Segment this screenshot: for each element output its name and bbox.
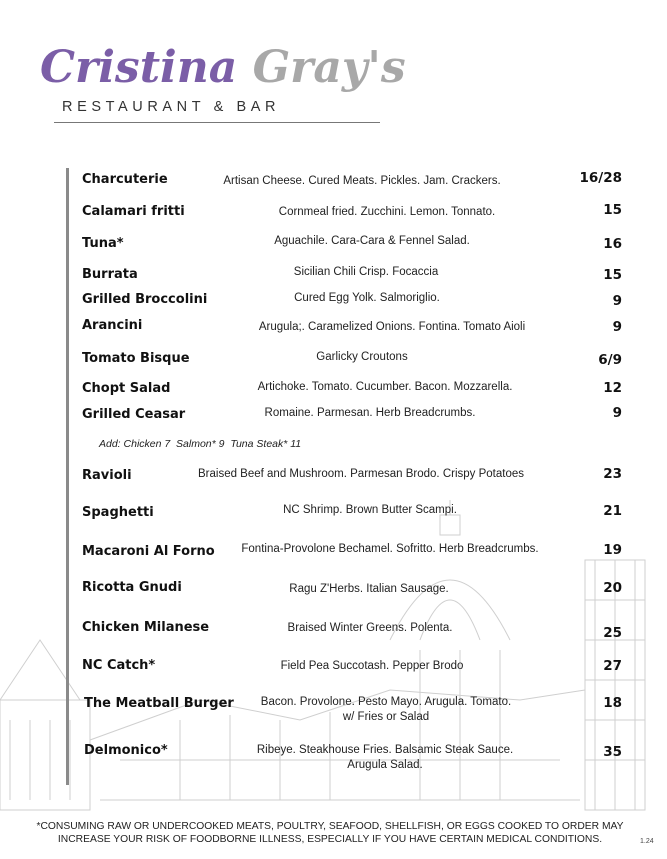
item-name: Ricotta Gnudi: [82, 580, 182, 595]
menu-item: [0, 172, 667, 192]
menu-item: [0, 292, 667, 312]
item-price: 23: [603, 466, 622, 482]
item-price: 18: [603, 695, 622, 711]
menu-item: [0, 318, 667, 338]
menu-item: [0, 696, 667, 730]
item-price: 25: [603, 625, 622, 641]
item-price: 9: [612, 405, 622, 421]
menu-item: [0, 467, 667, 487]
item-description: Aguachile. Cara-Cara & Fennel Salad.: [274, 235, 470, 247]
menu-item: [0, 580, 667, 600]
item-description: Artisan Cheese. Cured Meats. Pickles. Jam. Crackers.: [223, 175, 501, 187]
item-price: 12: [603, 380, 622, 396]
item-name: Chopt Salad: [82, 381, 171, 396]
item-name: Tuna*: [82, 236, 124, 251]
item-description: Bacon. Provolone. Pesto Mayo. Arugula. Tomato.: [260, 696, 512, 708]
logo-underline: [54, 122, 380, 123]
item-name: Tomato Bisque: [82, 351, 190, 366]
item-description: Fontina-Provolone Bechamel. Sofritto. Herb Breadcrumbs.: [241, 543, 539, 555]
item-price: 16/28: [579, 170, 622, 186]
advisory-line-1: *CONSUMING RAW OR UNDERCOOKED MEATS, POULTRY, SEAFOOD, SHELLFISH, OR EGGS COOKED TO ORDER MAY: [36, 821, 624, 832]
item-name: Chicken Milanese: [82, 620, 210, 635]
item-description: Garlicky Croutons: [316, 351, 408, 363]
logo-name: [40, 42, 406, 93]
item-price: 21: [603, 503, 622, 519]
item-price: 6/9: [598, 352, 622, 368]
menu-item: [0, 351, 667, 371]
item-name: Burrata: [82, 267, 138, 282]
logo-name-first: Cristina: [40, 42, 238, 93]
logo-name-last: Gray's: [252, 42, 406, 93]
menu-item: [0, 658, 667, 678]
menu-item: [0, 381, 667, 401]
consumer-advisory: [20, 820, 640, 846]
item-price: 9: [612, 293, 622, 309]
item-name: Arancini: [82, 318, 143, 333]
item-description: Artichoke. Tomato. Cucumber. Bacon. Mozzarella.: [257, 381, 513, 393]
item-description: Braised Winter Greens. Polenta.: [287, 622, 453, 634]
item-name: The Meatball Burger: [84, 696, 234, 711]
item-price: 35: [603, 744, 622, 760]
item-name: Calamari fritti: [82, 204, 185, 219]
item-name: Macaroni Al Forno: [82, 544, 215, 559]
restaurant-logo: [40, 42, 406, 132]
item-description: Field Pea Succotash. Pepper Brodo: [280, 660, 464, 672]
item-name: Ravioli: [82, 468, 132, 483]
menu-item: [0, 743, 667, 777]
item-description: Ragu Z'Herbs. Italian Sausage.: [289, 583, 449, 595]
item-price: 16: [603, 236, 622, 252]
item-description: Ribeye. Steakhouse Fries. Balsamic Steak Sauce.: [256, 744, 514, 756]
item-description: Romaine. Parmesan. Herb Breadcrumbs.: [264, 407, 476, 419]
item-description: Arugula;. Caramelized Onions. Fontina. Tomato Aioli: [258, 321, 526, 333]
menu-item: [0, 204, 667, 224]
menu-item: [0, 267, 667, 287]
item-description: Sicilian Chili Crisp. Focaccia: [293, 266, 439, 278]
item-price: 20: [603, 580, 622, 596]
item-name: Delmonico*: [84, 743, 168, 758]
item-description: Cornmeal fried. Zucchini. Lemon. Tonnato.: [278, 206, 496, 218]
menu-item: [0, 236, 667, 256]
menu-item: [0, 505, 667, 525]
page-number: 1.24: [640, 838, 654, 845]
add-protein-note: Add: Chicken 7 Salmon* 9 Tuna Steak* 11: [99, 438, 302, 450]
item-description-line2: w/ Fries or Salad: [342, 711, 430, 723]
item-price: 19: [603, 542, 622, 558]
item-description: NC Shrimp. Brown Butter Scampi.: [283, 504, 457, 516]
menu-item: [0, 407, 667, 427]
item-name: NC Catch*: [82, 658, 156, 673]
menu-item: [0, 620, 667, 640]
item-price: 15: [603, 267, 622, 283]
logo-subtitle: RESTAURANT & BAR: [62, 99, 281, 115]
item-price: 9: [612, 319, 622, 335]
item-description: Braised Beef and Mushroom. Parmesan Brodo. Crispy Potatoes: [198, 468, 524, 480]
item-name: Grilled Broccolini: [82, 292, 208, 307]
advisory-line-2: INCREASE YOUR RISK OF FOODBORNE ILLNESS, ESPECIALLY IF YOU HAVE CERTAIN MEDICAL CONDITIONS.: [57, 834, 603, 845]
item-price: 27: [603, 658, 622, 674]
item-price: 15: [603, 202, 622, 218]
menu-item: [0, 544, 667, 564]
item-name: Spaghetti: [82, 505, 154, 520]
item-description: Cured Egg Yolk. Salmoriglio.: [294, 292, 440, 304]
item-description-line2: Arugula Salad.: [347, 759, 423, 771]
item-name: Charcuterie: [82, 172, 168, 187]
item-name: Grilled Ceasar: [82, 407, 186, 422]
